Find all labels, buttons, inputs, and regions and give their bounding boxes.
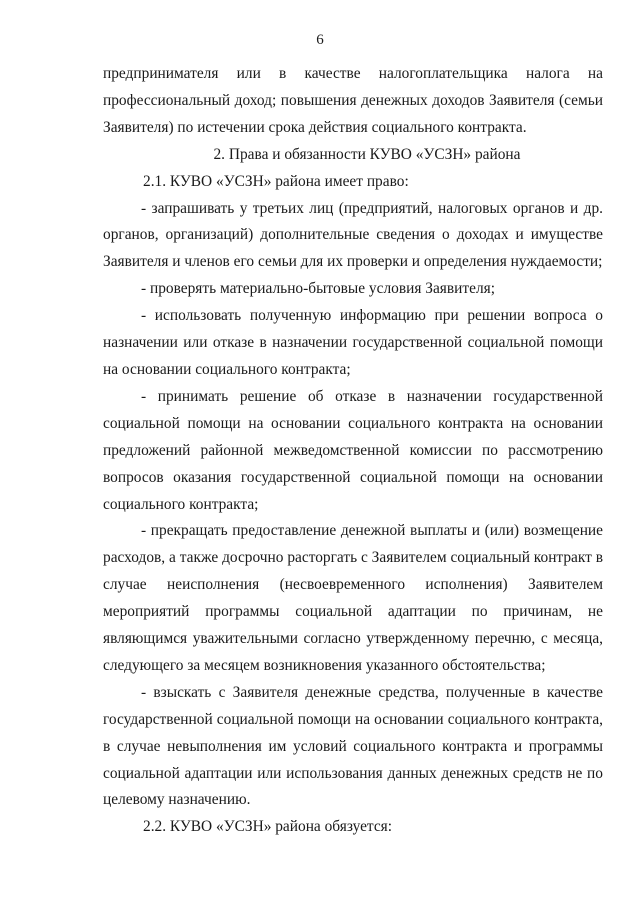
paragraph-terminate-payment: - прекращать предоставление денежной выплаты и (или) возмещение расходов, а также досрочно расторгать с Заявителем социальный контракт в случае неисполнения (несвоевременного исполнения) Заявителем мероприятий программы социальной адаптации по причинам, не являющимся уважительными согласно утвержденному перечню, с месяца, следующего за месяцем возникновения указанного обстоятельства; [103,522,603,674]
paragraph-refusal-decision: - принимать решение об отказе в назначении государственной социальной помощи на основании социального контракта на основании предложений районной межведомственной комиссии по рассмотрению вопросов оказания государственной социальной помощи на основании социального контракта; [103,387,603,513]
document-body [103,61,603,841]
paragraph-use-information: - использовать полученную информацию при решении вопроса о назначении или отказе в назначении государственной социальной помощи на основании социального контракта; [103,307,603,378]
page-number: 6 [316,32,324,48]
paragraph-check-conditions: - проверять материально-бытовые условия Заявителя; [141,280,495,298]
paragraph-recover-funds: - взыскать с Заявителя денежные средства, полученные в качестве государственной социальной помощи на основании социального контракта, в случае невыполнения им условий социального контракта и программы социальной адаптации или использования данных денежных средств не по целевому назначению. [103,683,603,809]
paragraph-continuation: предпринимателя или в качестве налогоплательщика налога на профессиональный доход; повышения денежных доходов Заявителя (семьи Заявителя) по истечении срока действия социального контракта. [103,65,603,136]
paragraph-request-info: - запрашивать у третьих лиц (предприятий, налоговых органов и др. органов, организаций) дополнительные сведения о доходах и имуществе Заявителя и членов его семьи для их проверки и определения нуждаемости; [103,199,603,271]
subsection-heading-obligations: 2.2. КУВО «УСЗН» района обязуется: [143,818,393,836]
subsection-heading-rights: 2.1. КУВО «УСЗН» района имеет право: [143,172,409,190]
section-heading: 2. Права и обязанности КУВО «УСЗН» района [213,145,521,163]
